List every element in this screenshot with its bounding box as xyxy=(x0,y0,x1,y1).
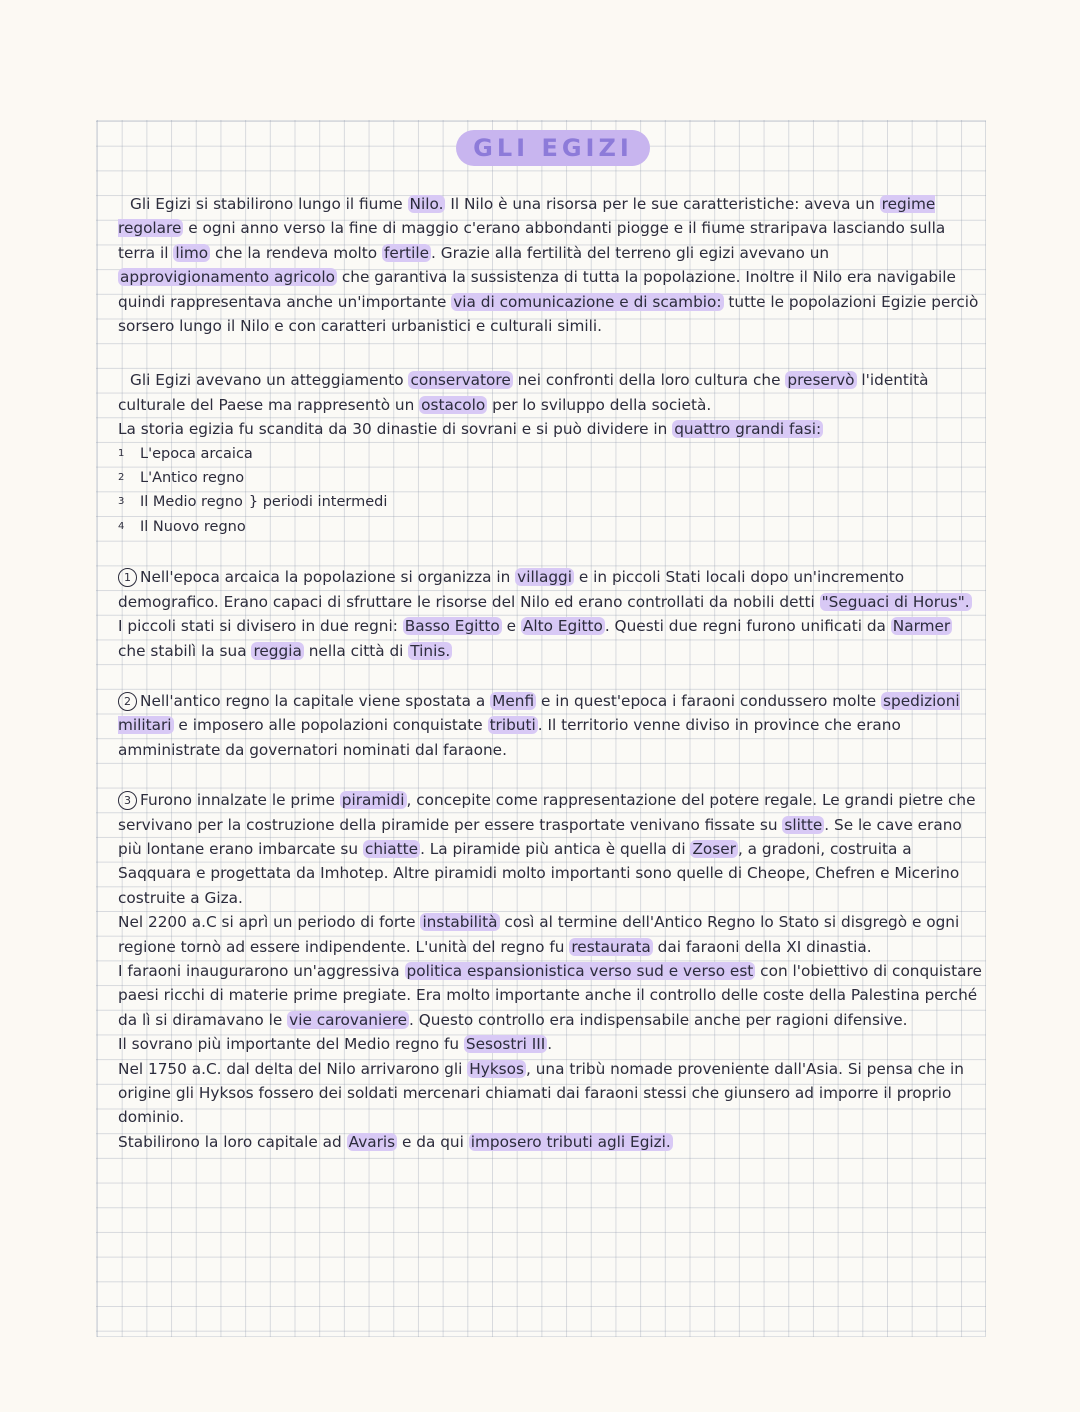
text: Furono innalzate le prime xyxy=(140,791,340,810)
text: e in piccoli Stati locali dopo un'incremento demografico. Erano capaci di sfruttare le risorse del Nilo ed erano controllati da nobili detti xyxy=(118,568,905,611)
highlight-approvigionamento: approvigionamento agricolo xyxy=(120,268,336,287)
text: Gli Egizi avevano un atteggiamento xyxy=(130,371,409,390)
highlight-limo: limo xyxy=(175,243,209,262)
text: l'identità culturale del Paese ma rappresentò un xyxy=(118,371,929,414)
text: dai faraoni della XI dinastia. xyxy=(652,937,872,956)
text: . Questo controllo era indispensabile anche per ragioni difensive. xyxy=(408,1010,908,1029)
text: . Il territorio venne diviso in province che erano amministrate da governatori nominati dal faraone. xyxy=(118,716,901,759)
highlight-quattro-fasi: quattro grandi fasi: xyxy=(674,420,822,439)
text: , una tribù nomade proveniente dall'Asia. Si pensa che in origine gli Hyksos fossero dei soldati mercenari chiamati dai faraoni stessi che giunsero ad imporre il proprio dominio. xyxy=(118,1059,964,1127)
highlight-politica-espansionistica: politica espansionistica verso sud e verso est xyxy=(406,961,754,980)
spacer xyxy=(118,663,984,689)
highlight-restaurata: restaurata xyxy=(571,937,651,956)
highlight-hyksos: Hyksos xyxy=(469,1059,524,1078)
text: e ogni anno verso la fine di maggio c'erano abbondanti piogge e il fiume straripava lasciando sulla terra il xyxy=(118,219,946,262)
text: Il Nilo è una risorsa per le sue caratteristiche: aveva un xyxy=(445,195,880,213)
text: nella città di xyxy=(303,641,409,660)
page-title: GLI EGIZI xyxy=(456,130,650,166)
text: e xyxy=(501,617,521,636)
highlight-via-comunicazione: via di comunicazione e di scambio: xyxy=(453,292,722,311)
text: così al termine dell'Antico Regno lo Stato si disgregò e ogni regione tornò ad essere indipendente. L'unità del regno fu xyxy=(118,913,960,956)
list-label: L'Antico regno xyxy=(140,470,245,487)
phases-list xyxy=(118,442,984,540)
highlight-nilo: Nilo. xyxy=(409,195,444,213)
highlight-chiatte: chiatte xyxy=(364,839,419,858)
highlight-tributi: tributi xyxy=(489,716,536,735)
highlight-sesostri: Sesostri III xyxy=(465,1035,546,1054)
highlight-fertile: fertile xyxy=(384,243,430,262)
highlight-avaris: Avaris xyxy=(348,1132,396,1151)
text: e in quest'epoca i faraoni condussero molte xyxy=(536,691,882,710)
text: Gli Egizi si stabilirono lungo il fiume xyxy=(130,195,408,213)
list-item xyxy=(118,466,984,490)
list-item xyxy=(118,490,984,514)
list-label: Il Medio regno xyxy=(140,494,243,511)
text: tutte le popolazioni Egizie perciò sorsero lungo il Nilo e con caratteri urbanistici e culturali simili. xyxy=(118,292,979,336)
text: . La piramide più antica è quella di xyxy=(420,839,691,858)
highlight-preservo: preservò xyxy=(787,371,855,390)
highlight-narmer: Narmer xyxy=(892,617,951,636)
highlight-alto-egitto: Alto Egitto xyxy=(522,617,603,636)
list-label: L'epoca arcaica xyxy=(140,445,253,462)
list-number: 1 xyxy=(118,447,125,459)
intro-paragraph xyxy=(118,192,984,338)
section-1-paragraph xyxy=(118,565,984,663)
list-number: 2 xyxy=(118,472,125,484)
highlight-regime: regime regolare xyxy=(118,195,936,238)
highlight-spedizioni-militari: spedizioni militari xyxy=(118,691,960,735)
spacer xyxy=(118,762,984,788)
text: Nel 2200 a.C si aprì un periodo di forte xyxy=(118,913,421,932)
text: . xyxy=(547,1035,553,1054)
section-number-circle: 3 xyxy=(118,791,137,810)
highlight-tinis: Tinis. xyxy=(410,641,451,660)
highlight-reggia: reggia xyxy=(253,641,302,660)
text: Nell'antico regno la capitale viene spostata a xyxy=(140,691,491,710)
text: che garantiva la sussistenza di tutta la popolazione. Inoltre il Nilo era navigabile quindi rappresentava anche un'importante xyxy=(118,268,956,311)
spacer xyxy=(118,338,984,368)
text: Stabilirono la loro capitale ad xyxy=(118,1132,347,1151)
highlight-basso-egitto: Basso Egitto xyxy=(404,617,500,636)
spacer xyxy=(118,539,984,565)
list-item xyxy=(118,442,984,466)
brace-note: } periodi intermedi xyxy=(248,494,388,511)
text: e imposero alle popolazioni conquistate xyxy=(173,716,488,735)
highlight-piramidi: piramidi xyxy=(341,791,405,810)
text: I piccoli stati si divisero in due regni: xyxy=(118,617,403,636)
list-number: 4 xyxy=(118,520,125,532)
text: Il sovrano più importante del Medio regno fu xyxy=(118,1035,464,1054)
highlight-vie-carovaniere: vie carovaniere xyxy=(289,1010,407,1029)
text: che la rendeva molto xyxy=(210,243,383,262)
highlight-seguaci-horus: "Seguaci di Horus". xyxy=(821,592,970,611)
highlight-ostacolo: ostacolo xyxy=(421,395,486,414)
text: che stabilì la sua xyxy=(118,641,252,660)
highlight-menfi: Menfi xyxy=(492,691,535,710)
text: , concepite come rappresentazione del potere regale. Le grandi pietre che servivano per la costruzione della piramide per essere trasportate venivano fissate su xyxy=(118,791,976,834)
section-2-paragraph xyxy=(118,689,984,762)
text: Nel 1750 a.C. dal delta del Nilo arrivarono gli xyxy=(118,1059,468,1078)
text: e da qui xyxy=(397,1132,469,1151)
text: Nell'epoca arcaica la popolazione si organizza in xyxy=(140,568,516,587)
text: , a gradoni, costruita a Saqquara e progettata da Imhotep. Altre piramidi molto importanti sono quelle di Cheope, Chefren e Micerino costruite a Giza. xyxy=(118,839,960,907)
text: nei confronti della loro cultura che xyxy=(512,371,786,390)
section-number-circle: 2 xyxy=(118,692,137,711)
text: per lo sviluppo della società. xyxy=(487,395,712,414)
list-label: Il Nuovo regno xyxy=(140,518,246,535)
text: . Questi due regni furono unificati da xyxy=(604,617,891,636)
highlight-villaggi: villaggi xyxy=(517,568,572,587)
list-number: 3 xyxy=(118,496,125,508)
text: . Se le cave erano più lontane erano imbarcate su xyxy=(118,815,962,858)
highlight-instabilita: instabilità xyxy=(422,913,498,932)
list-item xyxy=(118,515,984,539)
highlight-slitte: slitte xyxy=(784,815,823,834)
section-3-paragraph xyxy=(118,788,984,1154)
text: I faraoni inaugurarono un'aggressiva xyxy=(118,961,405,980)
text: . Grazie alla fertilità del terreno gli egizi avevano un xyxy=(431,243,830,262)
notes-body xyxy=(118,192,984,1154)
culture-paragraph xyxy=(118,368,984,441)
section-number-circle: 1 xyxy=(118,568,137,587)
text: La storia egizia fu scandita da 30 dinastie di sovrani e si può dividere in xyxy=(118,420,673,439)
highlight-imposero-tributi: imposero tributi agli Egizi. xyxy=(470,1132,671,1151)
highlight-zoser: Zoser xyxy=(692,839,736,858)
highlight-conservatore: conservatore xyxy=(410,371,511,390)
text: con l'obiettivo di conquistare paesi ricchi di materie prime pregiate. Era molto importante anche il controllo delle coste della Palestina perché da lì si diramavano le xyxy=(118,961,982,1029)
